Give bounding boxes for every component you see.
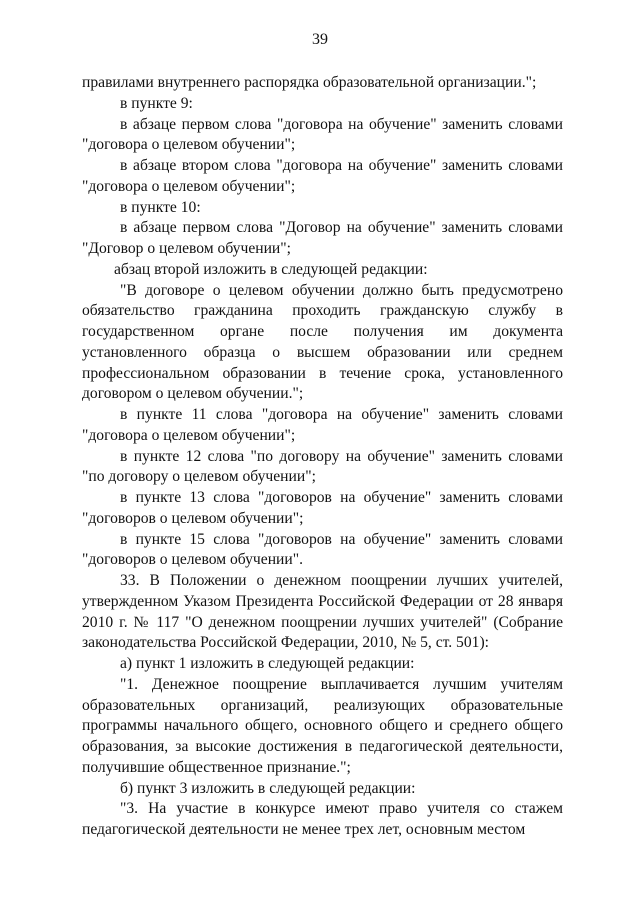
page-number: 39: [312, 31, 328, 48]
paragraph: а) пункт 1 изложить в следующей редакции:: [120, 655, 415, 672]
paragraph: "1. Денежное поощрение выплачивается лучшим учителям образовательных организаций, реализующих образовательные программы начального общего, основного общего и среднего общего образования, за высокие достижения в педагогической деятельности, получившие общественное признание.";: [82, 675, 563, 776]
paragraph: в пункте 9:: [120, 94, 193, 112]
paragraph: "3. На участие в конкурсе имеют право учителя со стажем педагогической деятельности не менее трех лет, основным местом: [82, 800, 563, 838]
paragraph: в абзаце первом слова "договора на обучение" заменить словами "договора о целевом обучении";: [82, 115, 563, 154]
paragraph: "В договоре о целевом обучении должно быть предусмотрено обязательство гражданина проходить гражданскую службу в государственном органе после получения им документа установленного образца о высшем образовании или среднем профессиональном образовании в течение срока, установленного договором о целевом обучении.";: [82, 281, 563, 403]
paragraph: в абзаце втором слова "договора на обучение" заменить словами "договора о целевом обучении";: [82, 157, 563, 195]
paragraph: б) пункт 3 изложить в следующей редакции:: [120, 779, 416, 797]
paragraph: в пункте 12 слова "по договору на обучение" заменить словами "по договору о целевом обучении";: [82, 447, 563, 486]
document-body: [82, 73, 563, 841]
paragraph: в пункте 11 слова "договора на обучение" заменить словами "договора о целевом обучении";: [82, 406, 563, 444]
paragraph: в пункте 10:: [120, 198, 201, 216]
paragraph: в абзаце первом слова "Договор на обучение" заменить словами "Договор о целевом обучении";: [82, 219, 563, 257]
paragraph: в пункте 15 слова "договоров на обучение" заменить словами "договоров о целевом обучении".: [82, 530, 563, 569]
paragraph: 33. В Положении о денежном поощрении лучших учителей, утвержденном Указом Президента Российской Федерации от 28 января 2010 г. № 117 "О денежном поощрении лучших учителей" (Собрание законодательства Российской Федерации, 2010, № 5, ст. 501):: [82, 572, 563, 652]
paragraph: в пункте 13 слова "договоров на обучение" заменить словами "договоров о целевом обучении";: [82, 489, 563, 527]
paragraph: абзац второй изложить в следующей редакции:: [114, 260, 428, 278]
paragraph: правилами внутреннего распорядка образовательной организации.";: [82, 74, 537, 91]
